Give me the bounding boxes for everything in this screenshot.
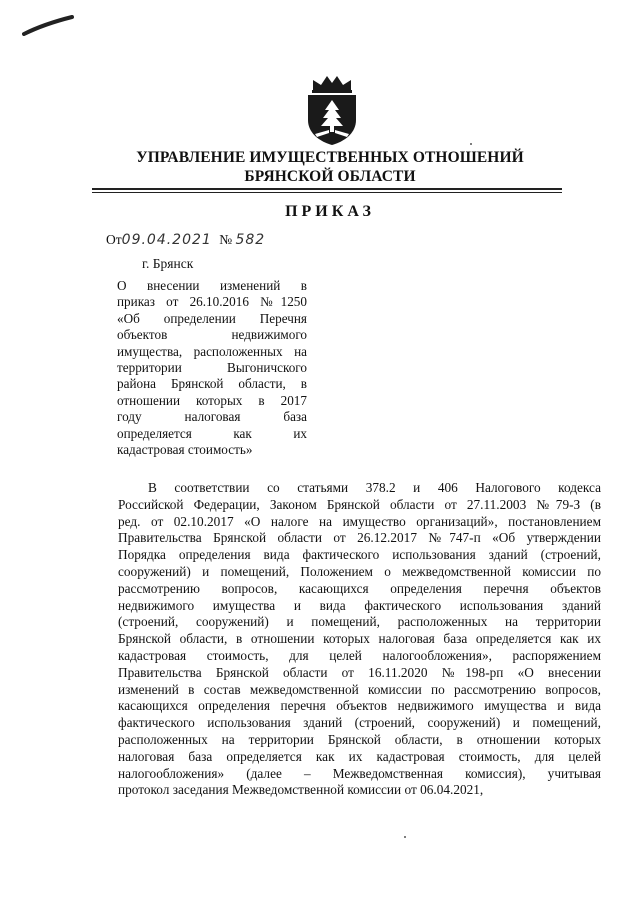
pen-stroke-icon (22, 14, 74, 36)
scan-speck (404, 836, 406, 838)
subject-line: имущества, расположенных на (117, 343, 307, 359)
body-line: фактического использования зданий (строений, сооружений) и помещений, (118, 715, 601, 731)
date-prefix: От (106, 232, 122, 247)
organization-name-line2: БРЯНСКОЙ ОБЛАСТИ (244, 168, 416, 185)
body-line: ред. от 02.10.2017 «О налоге на имущество организаций», постановлением (118, 513, 601, 529)
body-line: налоговая база определяется как их кадастровая стоимость, для целей (118, 748, 601, 764)
body-line: Порядка определения вида фактического использования зданий (строений, (118, 547, 601, 563)
organization-name (100, 148, 560, 186)
coat-of-arms-icon (299, 74, 365, 146)
body-line: налогообложения» (далее – Межведомственная комиссия), учитывая (118, 765, 601, 781)
organization-name-line1: УПРАВЛЕНИЕ ИМУЩЕСТВЕННЫХ ОТНОШЕНИЙ (136, 149, 524, 166)
body-line: Правительства Брянской области от 16.11.2020 №198-рп «О внесении (118, 664, 601, 680)
body-line: кадастровая стоимость, для целей налогообложения», распоряжением (118, 647, 601, 663)
document-city: г. Брянск (142, 256, 194, 271)
body-line: Российской Федерации, Законом Брянской области от 27.11.2003 №79-З (в (118, 496, 601, 512)
body-line: Брянской области, в отношении которых налоговая база определяется как их (118, 631, 601, 647)
document-body (118, 480, 601, 799)
subject-line: году налоговая база (117, 409, 307, 425)
body-line: Правительства Брянской области от 26.12.2017 №747-п «Об утверждении (118, 530, 601, 546)
body-line: недвижимого имущества и вида фактического использования зданий (118, 597, 601, 613)
date-number-line (106, 232, 265, 248)
body-line: сооружений) и помещений, Положением о межведомственной комиссии по (118, 563, 601, 579)
subject-line: О внесении изменений в (117, 278, 307, 293)
subject-line: «Об определении Перечня (117, 310, 307, 326)
body-line: касающихся определения перечня объектов недвижимого имущества и вида (118, 698, 601, 714)
body-line: В соответствии со статьями 378.2 и 406 Налогового кодекса (148, 480, 601, 495)
body-line: расположенных на территории Брянской области, в отношении которых (118, 731, 601, 747)
body-line: рассмотрению вопросов, касающихся определения перечня объектов (118, 580, 601, 596)
subject-line: района Брянской области, в (117, 376, 307, 392)
body-line: (строений, сооружений) и помещений, расположенных на территории (118, 614, 601, 630)
subject-line: приказ от 26.10.2016 №1250 (117, 294, 307, 310)
body-line: изменений в состав межведомственной комиссии по рассмотрению вопросов, (118, 681, 601, 697)
document-subject (117, 278, 307, 458)
number-label: № (219, 232, 233, 247)
subject-line: территории Выгоничского (117, 359, 307, 375)
subject-line: определяется как их (117, 425, 307, 441)
body-line: протокол заседания Межведомственной комиссии от 06.04.2021, (118, 782, 484, 798)
subject-line: кадастровая стоимость» (117, 441, 253, 457)
header-divider (92, 188, 562, 193)
scan-speck (470, 143, 472, 145)
subject-line: отношении которых в 2017 (117, 392, 307, 408)
document-number: 582 (235, 232, 266, 248)
document-date: 09.04.2021 (121, 232, 212, 248)
subject-line: объектов недвижимого (117, 327, 307, 343)
document-type: ПРИКАЗ (285, 203, 375, 220)
